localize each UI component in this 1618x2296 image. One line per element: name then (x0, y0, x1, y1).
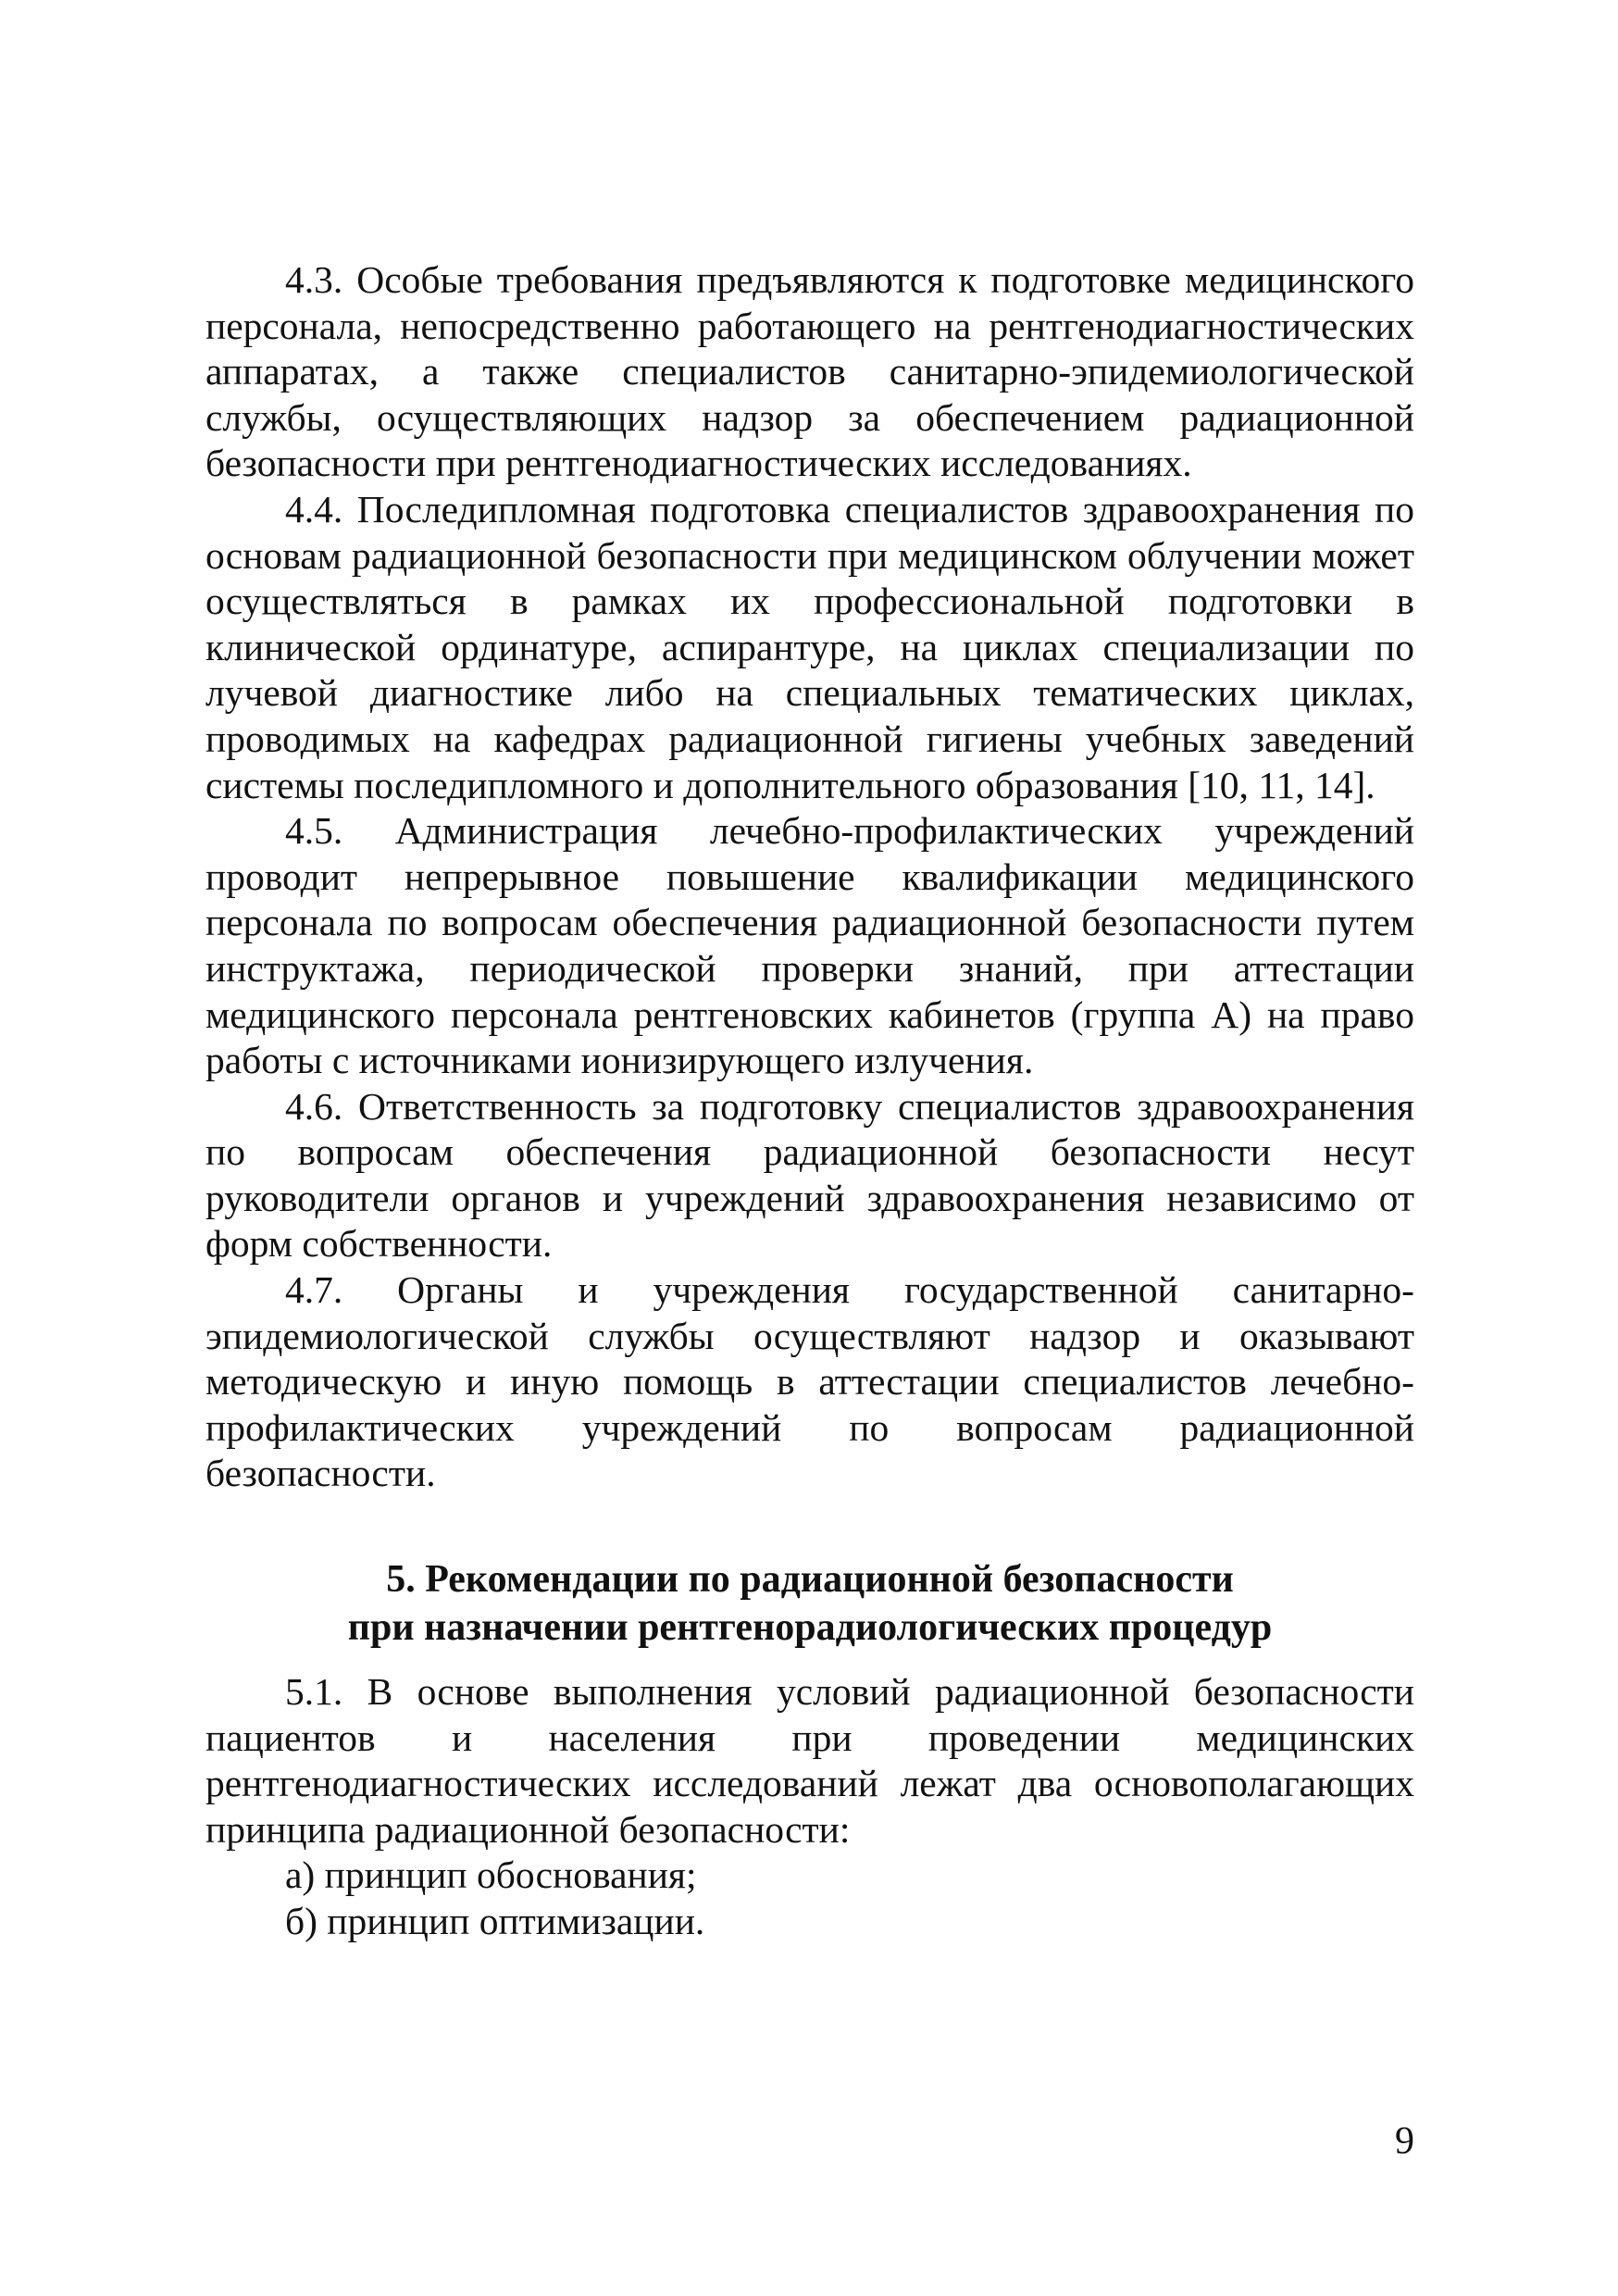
paragraph-5-1: 5.1. В основе выполнения условий радиационной безопасности пациентов и населения при проведении медицинских рентгенодиагностических исследований лежат два основополагающих принципа радиационной безопасности: (205, 1670, 1414, 1851)
paragraph-4-6: 4.6. Ответственность за подготовку специалистов здравоохранения по вопросам обеспечения радиационной безопасности несут руководители органов и учреждений здравоохранения независимо от форм собственности. (205, 1084, 1414, 1266)
section-4-body (205, 257, 1414, 1497)
section-5-body (205, 1669, 1414, 1945)
list-item-b: б) принцип оптимизации. (285, 1899, 705, 1942)
paragraph-4-5: 4.5. Администрация лечебно-профилактических учреждений проводит непрерывное повышение квалификации медицинского персонала по вопросам обеспечения радиационной безопасности путем инструктажа, периодической проверки знаний, при аттестации медицинского персонала рентгеновских кабинетов (группа А) на право работы с источниками ионизирующего излучения. (205, 809, 1414, 1082)
section-5-heading-line-1: 5. Рекомендации по радиационной безопасности (386, 1558, 1234, 1601)
section-5-heading-line-2: при назначении рентгенорадиологических процедур (347, 1606, 1273, 1649)
paragraph-4-4: 4.4. Последипломная подготовка специалистов здравоохранения по основам радиационной безопасности при медицинском облучении может осуществляться в рамках их профессиональной подготовки в клинической ординатуре, аспирантуре, на циклах специализации по лучевой диагностике либо на специальных тематических циклах, проводимых на кафедрах радиационной гигиены учебных заведений системы последипломного и дополнительного образования [10, 11, 14]. (205, 487, 1414, 806)
paragraph-4-7: 4.7. Органы и учреждения государственной санитарно-эпидемиологической службы осуществляют надзор и оказывают методическую и иную помощь в аттестации специалистов лечебно-профилактических учреждений по вопросам радиационной безопасности. (205, 1268, 1414, 1495)
section-5-heading (205, 1555, 1414, 1652)
page-number: 9 (1395, 2120, 1414, 2163)
list-item-a: а) принцип обоснования; (285, 1853, 697, 1897)
paragraph-4-3: 4.3. Особые требования предъявляются к подготовке медицинского персонала, непосредственно работающего на рентгенодиагностических аппаратах, а также специалистов санитарно-эпидемиологической службы, осуществляющих надзор за обеспечением радиационной безопасности при рентгенодиагностических исследованиях. (205, 258, 1414, 485)
